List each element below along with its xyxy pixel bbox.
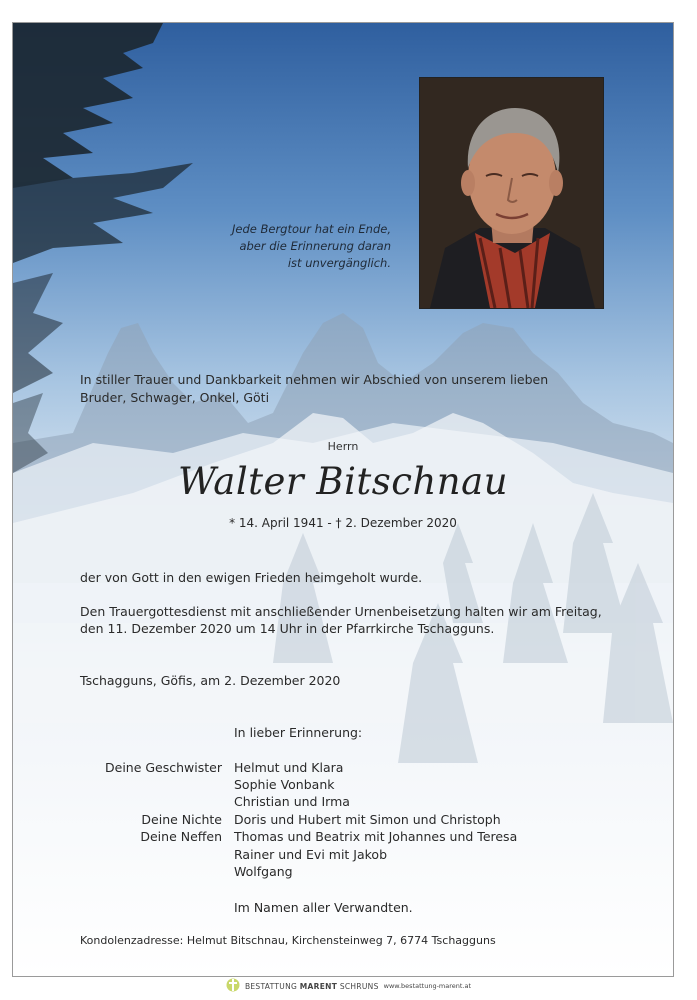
honorific: Herrn [327,440,359,453]
passing-line: der von Gott in den ewigen Frieden heimgeholt wurde. [80,570,423,585]
intro-line: Bruder, Schwager, Onkel, Göti [80,390,270,405]
relative-names: Doris und Hubert mit Simon und Christoph [234,812,501,827]
relative-names: Rainer und Evi mit Jakob [234,847,388,862]
relative-names: Wolfgang [234,864,293,879]
quote-line: Jede Bergtour hat ein Ende, [231,222,391,236]
condolence-address: Kondolenzadresse: Helmut Bitschnau, Kirchensteinweg 7, 6774 Tschagguns [80,934,496,947]
cross-logo-icon [226,977,240,995]
service-line: den 11. Dezember 2020 um 14 Uhr in der Pfarrkirche Tschagguns. [80,621,495,636]
quote-line: aber die Erinnerung daran [239,239,391,253]
relative-names: Christian und Irma [234,794,350,809]
relative-names: Helmut und Klara [234,760,344,775]
place-date: Tschagguns, Göfis, am 2. Dezember 2020 [80,673,341,688]
deceased-name: Walter Bitschnau [177,460,509,503]
memorial-quote [193,221,391,272]
footer-url[interactable]: www.bestattung-marent.at [383,982,472,990]
portrait-photo [419,77,604,309]
footer [0,975,697,997]
obituary-card [12,22,674,977]
relative-names: Sophie Vonbank [234,777,335,792]
relative-label: Deine Neffen [140,829,222,844]
brand-city: SCHRUNS [339,981,379,991]
funeral-home-brand [245,982,379,991]
relative-label: Deine Geschwister [105,760,222,775]
service-line: Den Trauergottesdienst mit anschließender Urnenbeisetzung halten wir am Freitag, [80,604,602,619]
closing-line: Im Namen aller Verwandten. [234,900,413,915]
memory-heading: In lieber Erinnerung: [234,725,363,740]
life-dates: * 14. April 1941 - † 2. Dezember 2020 [229,516,457,530]
quote-line: ist unvergänglich. [287,256,391,270]
relative-label: Deine Nichte [141,812,222,827]
brand-name: MARENT [299,981,338,991]
intro-line: In stiller Trauer und Dankbarkeit nehmen wir Abschied von unserem lieben [80,372,549,387]
relative-names: Thomas und Beatrix mit Johannes und Teresa [234,829,518,844]
brand-prefix: BESTATTUNG [244,981,298,991]
